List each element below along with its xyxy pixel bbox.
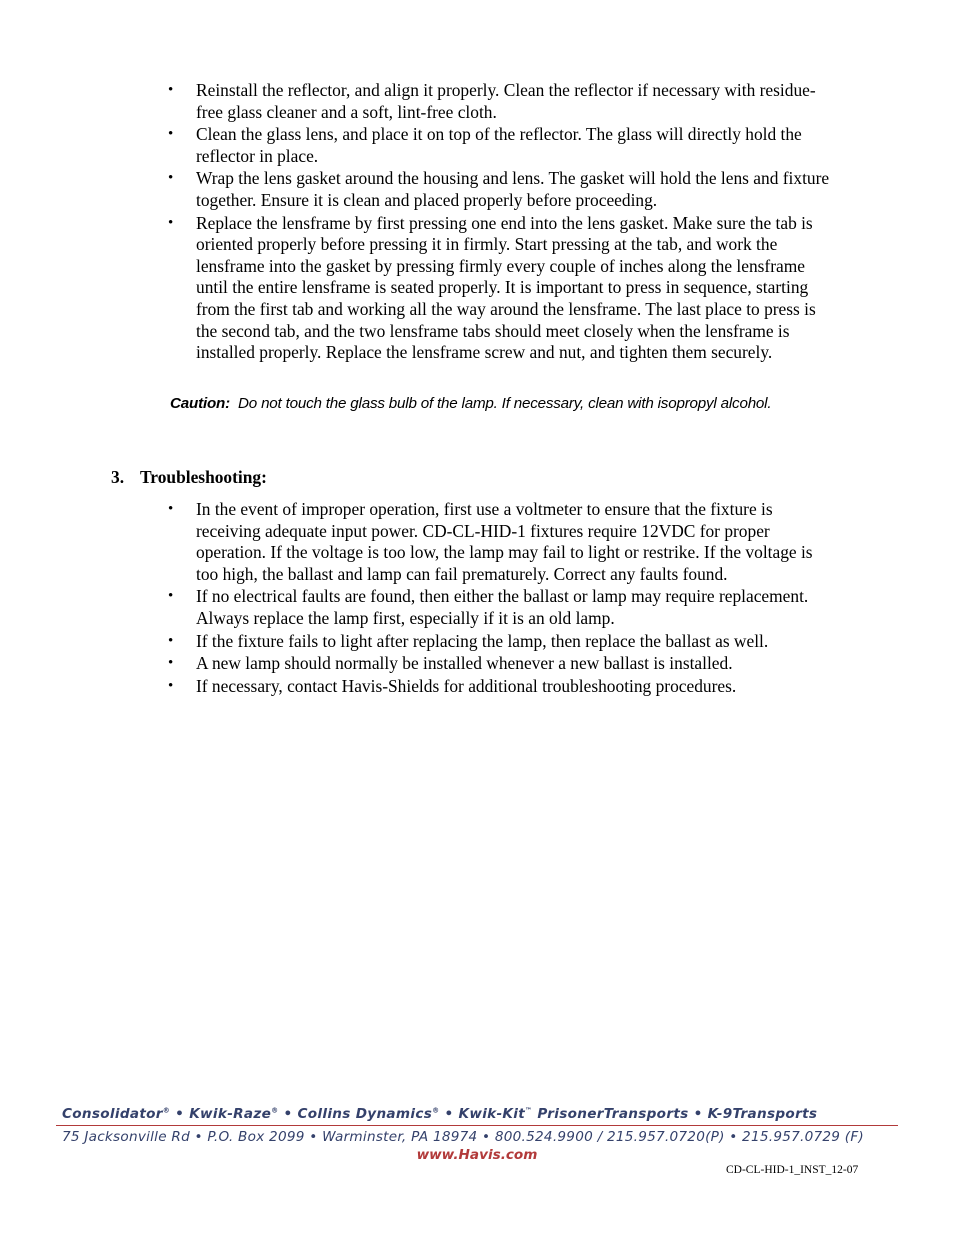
list-item-text: Replace the lensframe by first pressing one end into the lens gasket. Make sure the tab is oriented properly before pressing it in firmly. Start pressing at the tab, and work the lensframe into the gasket by pressing firmly every couple of inches along the lensframe until the entire lensframe is seated properly. It is important to press in sequence, starting from the first tab and working all the way around the lensframe. The last place to press is the second tab, and the two lensframe tabs should meet closely when the lensframe is installed properly. Replace the lensframe screw and nut, and tighten them securely. xyxy=(196,212,816,363)
brand-k9-transports: K-9Transports xyxy=(707,1106,818,1122)
list-item-text: Clean the glass lens, and place it on top of the reflector. The glass will directly hold the reflector in place. xyxy=(196,124,802,166)
list-item xyxy=(168,676,838,698)
bullet-icon: • xyxy=(168,82,174,98)
brand-collins-dynamics: Collins Dynamics xyxy=(297,1106,433,1122)
caution-text: Do not touch the glass bulb of the lamp. If necessary, clean with isopropyl alcohol. xyxy=(238,395,772,412)
list-item xyxy=(168,80,838,123)
list-item-text: Wrap the lens gasket around the housing and lens. The gasket will hold the lens and fixture together. Ensure it is clean and placed properly before proceeding. xyxy=(196,168,830,210)
footer-address: 75 Jacksonville Rd • P.O. Box 2099 • Warminster, PA 18974 • 800.524.9900 / 215.957.0720(P) • 215.957.0729 (F) xyxy=(62,1129,864,1145)
trademark-mark: ™ xyxy=(525,1106,533,1115)
brand-separator: • xyxy=(693,1106,703,1122)
bullet-icon: • xyxy=(168,126,174,143)
caution-note xyxy=(170,395,771,412)
list-item xyxy=(168,586,838,629)
troubleshooting-list xyxy=(168,499,838,698)
section-number: 3. xyxy=(111,467,125,487)
bullet-icon: • xyxy=(168,214,174,231)
section-title: Troubleshooting: xyxy=(140,467,267,487)
list-item xyxy=(168,653,838,675)
bullet-icon: • xyxy=(168,170,174,187)
list-item-text: If no electrical faults are found, then either the ballast or lamp may require replacement. Always replace the lamp first, especially if it is an old lamp. xyxy=(196,586,809,628)
list-item xyxy=(168,168,838,211)
footer-brand-line xyxy=(62,1106,902,1122)
bullet-icon: • xyxy=(168,588,174,605)
brand-separator: • xyxy=(283,1106,293,1122)
trademark-mark: ® xyxy=(162,1106,171,1115)
list-item xyxy=(168,499,838,585)
list-item xyxy=(168,124,838,167)
bullet-icon: • xyxy=(168,501,174,517)
brand-prisoner-transports: PrisonerTransports xyxy=(537,1106,689,1122)
list-item xyxy=(168,631,838,653)
bullet-icon: • xyxy=(168,632,174,649)
caution-label: Caution: xyxy=(170,395,230,412)
troubleshooting-heading xyxy=(111,467,267,488)
bullet-icon: • xyxy=(168,677,174,694)
brand-kwik-raze: Kwik-Raze xyxy=(189,1106,272,1122)
list-item-text: A new lamp should normally be installed whenever a new ballast is installed. xyxy=(196,653,733,674)
list-item-text: If necessary, contact Havis-Shields for additional troubleshooting procedures. xyxy=(196,675,737,696)
brand-separator: • xyxy=(175,1106,185,1122)
footer-website-link[interactable]: www.Havis.com xyxy=(416,1147,538,1163)
list-item-text: In the event of improper operation, first use a voltmeter to ensure that the fixture is receiving adequate input power. CD-CL-HID-1 fixtures require 12VDC for proper operation. If the voltage is too low, the lamp may fail to light or restrike. If the voltage is too high, the ballast and lamp can fail prematurely. Correct any faults found. xyxy=(196,499,813,584)
brand-kwik-kit: Kwik-Kit xyxy=(458,1106,526,1122)
footer-divider xyxy=(56,1125,898,1126)
brand-separator: • xyxy=(444,1106,454,1122)
brand-consolidator: Consolidator xyxy=(62,1106,163,1122)
list-item-text: Reinstall the reflector, and align it properly. Clean the reflector if necessary with residue-free glass cleaner and a soft, lint-free cloth. xyxy=(196,80,816,122)
document-code: CD-CL-HID-1_INST_12-07 xyxy=(726,1164,859,1176)
list-item-text: If the fixture fails to light after replacing the lamp, then replace the ballast as well. xyxy=(196,630,769,651)
trademark-mark: ® xyxy=(271,1106,279,1115)
list-item xyxy=(168,213,838,364)
bullet-icon: • xyxy=(168,655,174,672)
trademark-mark: ® xyxy=(432,1106,440,1115)
installation-steps-list xyxy=(168,80,838,365)
